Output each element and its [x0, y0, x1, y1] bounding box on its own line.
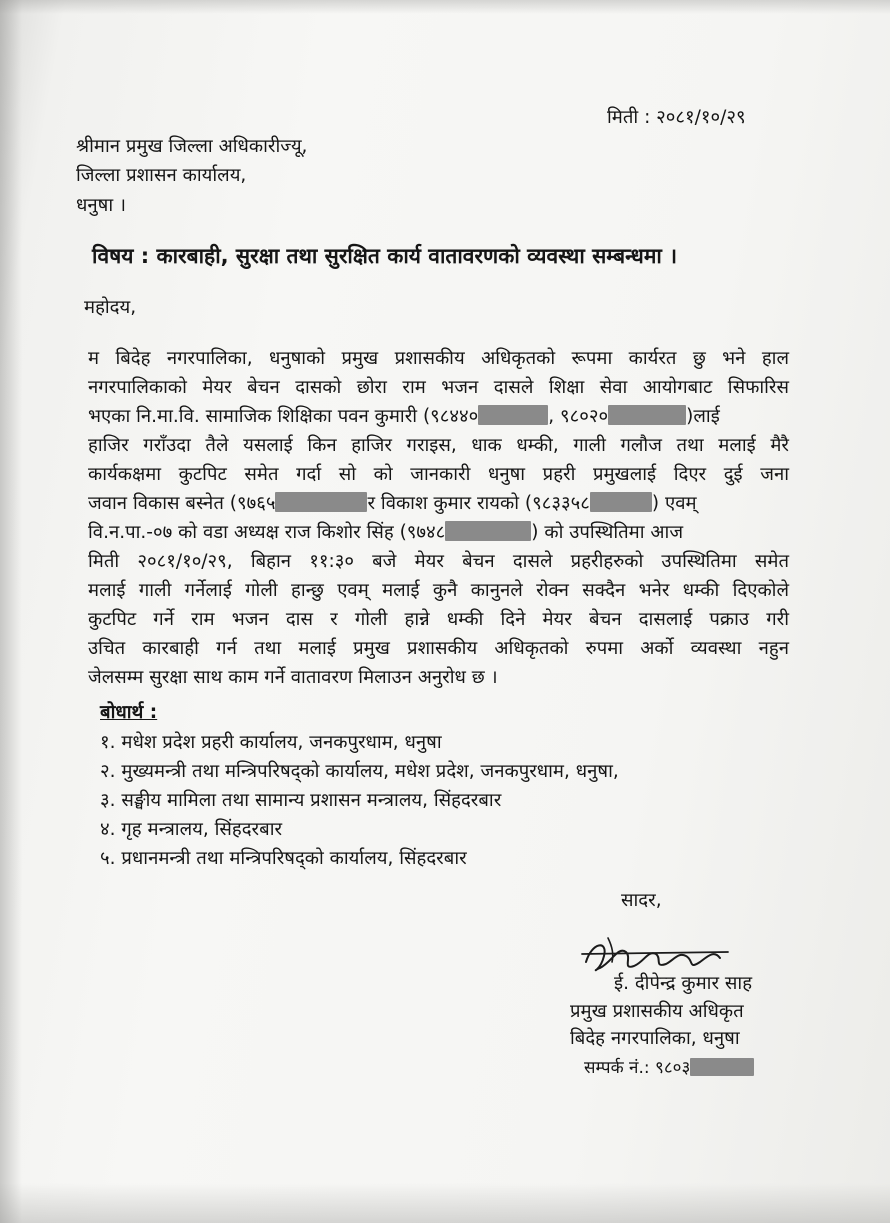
salutation: महोदय, [84, 297, 137, 318]
letter-date: मिती : २०८१/१०/२९ [607, 107, 746, 128]
body-line-3-text-a: भएका नि.मा.वि. सामाजिक शिक्षिका पवन कुमारी (९८४४० [88, 406, 479, 427]
letter-subject: विषय : कारबाही, सुरक्षा तथा सुरक्षित कार्य वातावरणको व्यवस्था सम्बन्धमा । [92, 244, 678, 268]
body-line-7 [88, 521, 683, 545]
body-line-1: म बिदेह नगरपालिका, धनुषाको प्रमुख प्रशासकीय अधिकृतको रूपमा कार्यरत छु भने हाल [88, 348, 789, 369]
body-line-11: उचित कारबाही गर्न तथा मलाई प्रमुख प्रशासकीय अधिकृतको रुपमा अर्को व्यवस्था नहुन [88, 638, 789, 659]
closing: सादर, [621, 890, 662, 911]
cc-item: २. मुख्यमन्त्री तथा मन्त्रिपरिषद्को कार्यालय, मधेश प्रदेश, जनकपुरधाम, धनुषा, [100, 761, 619, 782]
cc-item: १. मधेश प्रदेश प्रहरी कार्यालय, जनकपुरधाम, धनुषा [100, 732, 442, 753]
redaction-block [275, 492, 367, 512]
redaction-block [478, 405, 548, 425]
body-line-6-text-c: ) एवम् [651, 493, 697, 514]
signer-title: प्रमुख प्रशासकीय अधिकृत [570, 1001, 744, 1022]
recipient-line-1: श्रीमान प्रमुख जिल्ला अधिकारीज्यू, [76, 136, 308, 157]
body-line-2: नगरपालिकाको मेयर बेचन दासको छोरा राम भजन दासले शिक्षा सेवा आयोगबाट सिफारिस [88, 377, 789, 398]
body-line-12: जेलसम्म सुरक्षा साथ काम गर्ने वातावरण मिलाउन अनुरोध छ । [88, 667, 498, 688]
redaction-block [690, 1058, 754, 1076]
body-line-6 [88, 492, 697, 516]
page-shadow-left [0, 0, 22, 1223]
redaction-block [445, 521, 531, 541]
signer-contact-text: सम्पर्क नं.: ९८०३ [584, 1058, 691, 1078]
body-line-4: हाजिर गराँउदा तैले यसलाई किन हाजिर गराइस, धाक धम्की, गाली गलौज तथा मलाई मैरै [88, 435, 789, 456]
body-line-6-text-a: जवान विकास बस्नेत (९७६५ [88, 493, 276, 514]
cc-item: ५. प्रधानमन्त्री तथा मन्त्रिपरिषद्को कार्यालय, सिंहदरबार [100, 848, 467, 869]
page-shadow-top [0, 0, 890, 14]
body-line-10: कुटपिट गर्ने राम भजन दास र गोली हान्ने धम्की दिने मेयर बेचन दासलाई पक्राउ गरी [88, 609, 789, 630]
body-line-3-text-c: )लाई [686, 406, 720, 427]
body-line-3 [88, 405, 720, 429]
body-line-7-text-a: वि.न.पा.-०७ को वडा अध्यक्ष राज किशोर सिंह (९७४८ [88, 522, 446, 543]
recipient-line-2: जिल्ला प्रशासन कार्यालय, [76, 165, 247, 186]
body-line-6-text-b: र विकाश कुमार रायको (९८३३५८ [367, 493, 590, 514]
page-shadow-bottom [0, 1183, 890, 1223]
redaction-block [608, 405, 686, 425]
body-line-9: मलाई गाली गर्नेलाई गोली हान्छु एवम् मलाई कुनै कानुनले रोक्न सक्दैन भनेर धम्की दिएकोले [88, 580, 789, 601]
body-line-3-text-b: , ९८०२० [548, 406, 609, 427]
cc-item: ४. गृह मन्त्रालय, सिंहदरबार [100, 819, 283, 840]
signer-contact [584, 1056, 754, 1080]
cc-heading: बोधार्थ : [100, 702, 158, 723]
body-line-7-text-b: ) को उपस्थितिमा आज [531, 522, 684, 543]
cc-item: ३. सङ्घीय मामिला तथा सामान्य प्रशासन मन्त्रालय, सिंहदरबार [100, 790, 502, 811]
body-line-8: मिती २०८१/१०/२९, बिहान ११:३० बजे मेयर बेचन दासले प्रहरीहरुको उपस्थितिमा समेत [88, 551, 789, 572]
redaction-block [590, 492, 652, 512]
recipient-line-3: धनुषा । [76, 195, 127, 216]
signer-organization: बिदेह नगरपालिका, धनुषा [570, 1028, 740, 1049]
body-line-5: कार्यकक्षमा कुटपिट समेत गर्दा सो को जानकारी धनुषा प्रहरी प्रमुखलाई दिएर दुई जना [88, 464, 789, 485]
signer-name: ई. दीपेन्द्र कुमार साह [614, 973, 753, 994]
